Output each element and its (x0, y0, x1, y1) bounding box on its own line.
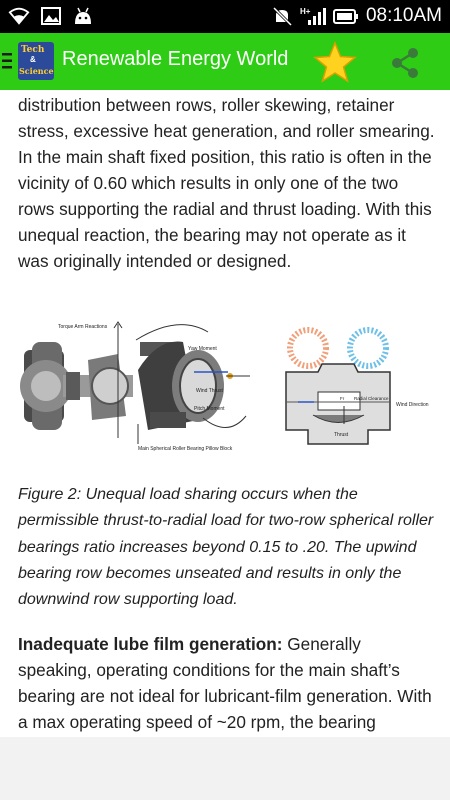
article-paragraph: distribution between rows, roller skewing, retainer stress, excessive heat generation, and roller smearing. In the main shaft fixed position, this ratio is often in the vicinity of 0.60 which results in only one of the two rows supporting the radial and thrust loading. With this unequal reaction, the bearing may not operate as it was originally intended or designed. (18, 95, 435, 271)
radial-label: Radial Clearance (354, 396, 389, 401)
block-label: Main Spherical Roller Bearing Pillow Block (138, 446, 233, 452)
pitch-label: Pitch Moment (194, 406, 225, 412)
status-bar (0, 0, 450, 33)
section-heading: Inadequate lube film generation: (18, 634, 283, 654)
app-logo[interactable] (18, 42, 54, 80)
wind-direction-label: Wind Direction (396, 402, 429, 408)
app-logo-line2: & (30, 55, 36, 64)
bottom-area (0, 737, 450, 800)
android-icon (72, 6, 94, 26)
battery-icon (333, 6, 359, 26)
fr-label: Fr (340, 396, 345, 401)
app-logo-line3: Science (19, 66, 54, 76)
status-time: 08:10AM (365, 5, 442, 26)
figure-caption: Figure 2: Unequal load sharing occurs when the permissible thrust-to-radial load for two-row spherical roller bearings ratio increases beyond 0.15 to .20. The upwind bearing row becomes unseated and results in only the downwind row supporting load. (18, 486, 434, 609)
star-icon[interactable] (313, 41, 357, 83)
network-type-label: H+ (299, 7, 311, 16)
wind-thrust-label: Wind Thrust (196, 388, 223, 394)
section-text: Generally speaking, operating conditions for the main shaft’s bearing are not ideal for lubricant-film generation. With a max operating speed of ~20 rpm, the bearing (18, 634, 432, 732)
app-title: Renewable Energy World (62, 48, 289, 70)
torque-label: Torque Arm Reactions (58, 324, 108, 330)
pillow-block-illustration (136, 325, 250, 444)
yaw-label: Yaw Moment (188, 346, 217, 352)
image-icon (40, 6, 62, 26)
gearbox-illustration (20, 322, 133, 438)
wifi-icon (8, 6, 30, 26)
mute-icon (271, 6, 293, 26)
signal-icon (300, 6, 326, 26)
bearing-figure (18, 320, 436, 460)
menu-icon[interactable] (2, 51, 12, 71)
app-bar (0, 33, 450, 90)
app-logo-line1: Tech (21, 45, 45, 55)
thrust-label: Thrust (334, 432, 349, 438)
share-icon[interactable] (388, 46, 422, 80)
cross-section-illustration (286, 330, 390, 444)
article-content[interactable] (0, 90, 450, 737)
